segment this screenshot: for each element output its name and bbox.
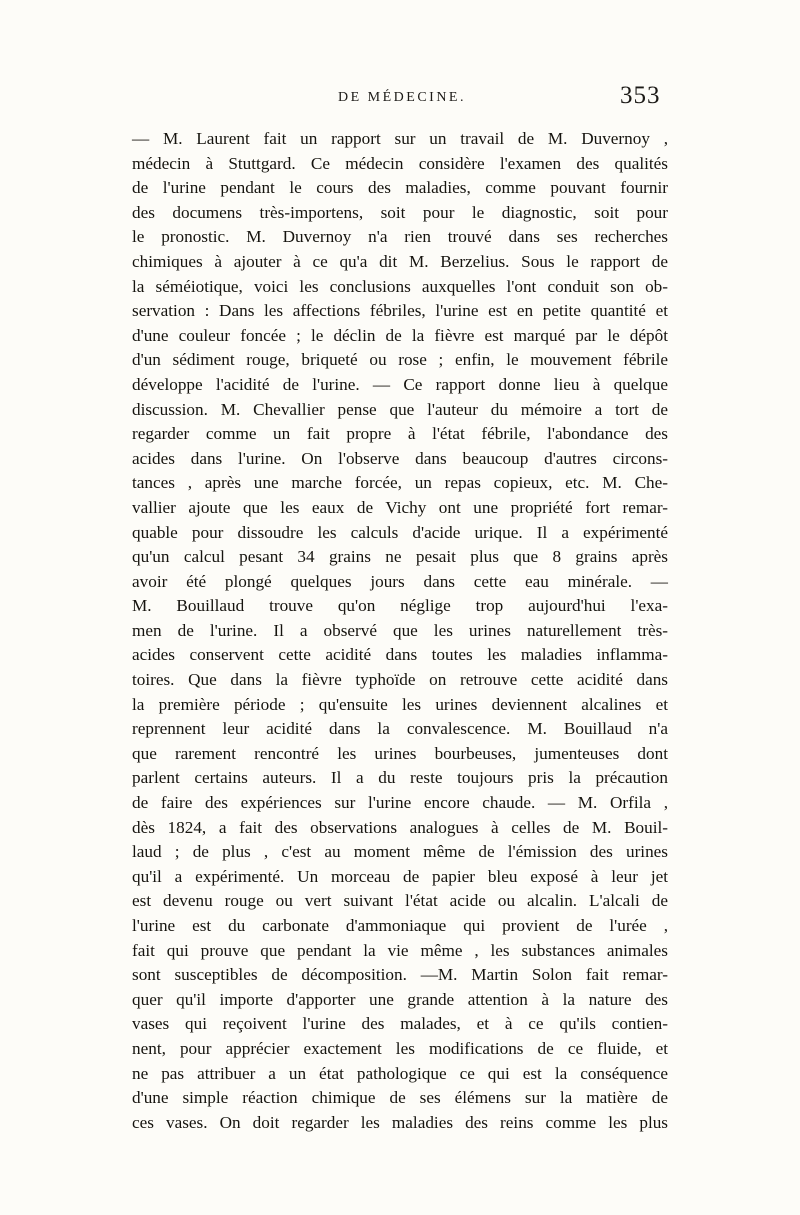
body-text xyxy=(132,127,668,1135)
text-line: nent, pour apprécier exactement les modifications de ce fluide, et xyxy=(132,1038,668,1058)
text-line: tances , après une marche forcée, un repas copieux, etc. M. Che- xyxy=(132,473,668,493)
text-line: avoir été plongé quelques jours dans cette eau minérale. — xyxy=(132,571,668,591)
text-line: de faire des expériences sur l'urine encore chaude. — M. Orfila , xyxy=(132,793,668,813)
text-line: ne pas attribuer a un état pathologique ce qui est la conséquence xyxy=(132,1063,668,1083)
text-line: ces vases. On doit regarder les maladies des reins comme les plus xyxy=(132,1112,668,1132)
text-line: servation : Dans les affections fébriles, l'urine est en petite quantité et xyxy=(132,301,668,321)
text-line: que rarement rencontré les urines bourbeuses, jumenteuses dont xyxy=(132,743,668,763)
running-head xyxy=(0,82,800,112)
text-line: acides dans l'urine. On l'observe dans beaucoup d'autres circons- xyxy=(132,448,668,468)
text-line: sont susceptibles de décomposition. —M. Martin Solon fait remar- xyxy=(132,965,668,985)
text-line: le pronostic. M. Duvernoy n'a rien trouvé dans ses recherches xyxy=(132,227,668,247)
text-line: de l'urine pendant le cours des maladies, comme pouvant fournir xyxy=(132,178,668,198)
text-line: d'une simple réaction chimique de ses élémens sur la matière de xyxy=(132,1088,668,1108)
text-line: fait qui prouve que pendant la vie même , les substances animales xyxy=(132,940,668,960)
text-line: est devenu rouge ou vert suivant l'état acide ou alcalin. L'alcali de xyxy=(132,891,668,911)
text-line: des documens très-importens, soit pour le diagnostic, soit pour xyxy=(132,202,668,222)
text-line: d'un sédiment rouge, briqueté ou rose ; enfin, le mouvement fébrile xyxy=(132,350,668,370)
text-line: quable pour dissoudre les calculs d'acide urique. Il a expérimenté xyxy=(132,522,668,542)
text-line: M. Bouillaud trouve qu'on néglige trop aujourd'hui l'exa- xyxy=(132,596,668,616)
text-line: toires. Que dans la fièvre typhoïde on retrouve cette acidité dans xyxy=(132,670,668,690)
running-title: DE MÉDECINE. xyxy=(338,90,466,105)
text-line: la séméiotique, voici les conclusions auxquelles l'ont conduit son ob- xyxy=(132,276,668,296)
text-line: la première période ; qu'ensuite les urines deviennent alcalines et xyxy=(132,694,668,714)
text-line: dès 1824, a fait des observations analogues à celles de M. Bouil- xyxy=(132,817,668,837)
text-line: quer qu'il importe d'apporter une grande attention à la nature des xyxy=(132,989,668,1009)
text-line: qu'un calcul pesant 34 grains ne pesait plus que 8 grains après xyxy=(132,547,668,567)
text-line: développe l'acidité de l'urine. — Ce rapport donne lieu à quelque xyxy=(132,374,668,394)
text-line: médecin à Stuttgard. Ce médecin considère l'examen des qualités xyxy=(132,153,668,173)
text-line: d'une couleur foncée ; le déclin de la fièvre est marqué par le dépôt xyxy=(132,325,668,345)
text-line: men de l'urine. Il a observé que les urines naturellement très- xyxy=(132,620,668,640)
text-line: — M. Laurent fait un rapport sur un travail de M. Duvernoy , xyxy=(132,129,668,148)
page-number: 353 xyxy=(620,82,661,109)
text-line: reprennent leur acidité dans la convalescence. M. Bouillaud n'a xyxy=(132,719,668,739)
text-line: regarder comme un fait propre à l'état fébrile, l'abondance des xyxy=(132,424,668,444)
text-line: laud ; de plus , c'est au moment même de l'émission des urines xyxy=(132,842,668,862)
text-line: vases qui reçoivent l'urine des malades, et à ce qu'ils contien- xyxy=(132,1014,668,1034)
text-line: parlent certains auteurs. Il a du reste toujours pris la précaution xyxy=(132,768,668,788)
text-line: l'urine est du carbonate d'ammoniaque qui provient de l'urée , xyxy=(132,916,668,935)
text-line: discussion. M. Chevallier pense que l'auteur du mémoire a tort de xyxy=(132,399,668,419)
text-line: qu'il a expérimenté. Un morceau de papier bleu exposé à leur jet xyxy=(132,866,668,886)
text-line: chimiques à ajouter à ce qu'a dit M. Berzelius. Sous le rapport de xyxy=(132,251,668,271)
text-line: vallier ajoute que les eaux de Vichy ont une propriété fort remar- xyxy=(132,497,668,517)
text-line: acides conservent cette acidité dans toutes les maladies inflamma- xyxy=(132,645,668,665)
